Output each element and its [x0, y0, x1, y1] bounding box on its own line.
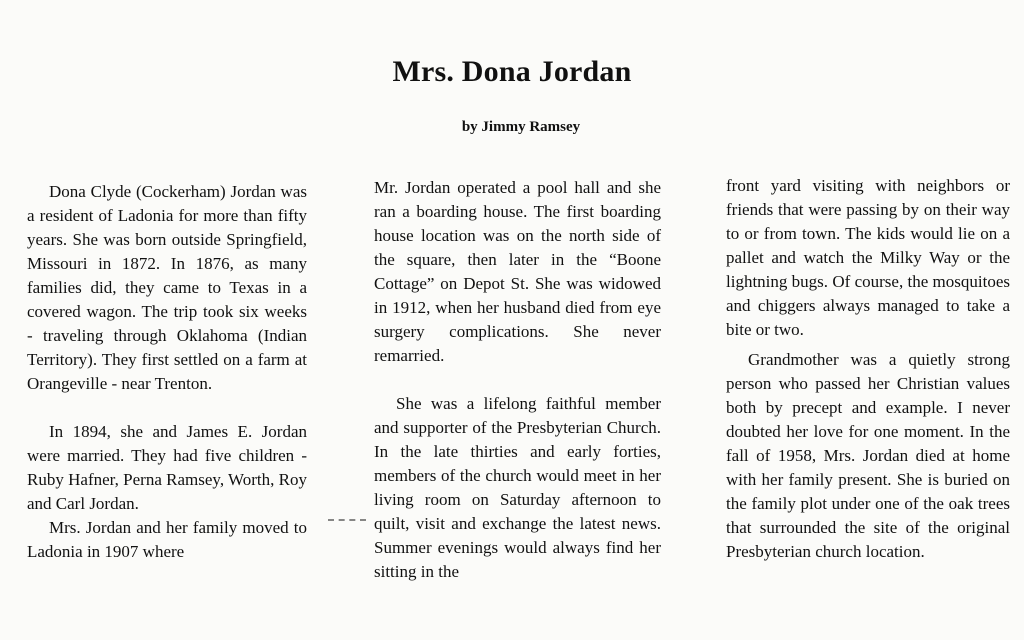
paragraph: Dona Clyde (Cockerham) Jordan was a resident of Ladonia for more than fifty years. She was born outside Springfield, Missouri in 1872. In 1876, as many families did, they came to Texas in a covered wagon. The trip took six weeks - traveling through Oklahoma (Indian Territory). They first settled on a farm at Orangeville - near Trenton. [27, 182, 307, 393]
article-title: Mrs. Dona Jordan [392, 55, 632, 88]
bleed-through-text [330, 40, 334, 56]
column-3 [726, 174, 1010, 564]
paragraph: In 1894, she and James E. Jordan were married. They had five children - Ruby Hafner, Perna Ramsey, Worth, Roy and Carl Jordan. [27, 422, 307, 513]
paragraph: Grandmother was a quietly strong person who passed her Christian values both by precept and example. I never doubted her love for one moment. In the fall of 1958, Mrs. Jordan died at home with her family present. She is buried on the family plot under one of the oak trees that surrounded the site of the original Presbyterian church location. [726, 350, 1010, 561]
scan-artifact-mark [328, 519, 366, 523]
paragraph: Mrs. Jordan and her family moved to Ladonia in 1907 where [27, 518, 307, 561]
paragraph: She was a lifelong faithful member and supporter of the Presbyterian Church. In the late thirties and early forties, members of the church would meet in her living room on Saturday afternoon to quilt, visit and exchange the latest news. Summer evenings would always find her sitting in the [374, 394, 661, 581]
paragraph: Mr. Jordan operated a pool hall and she ran a boarding house. The first boarding house location was on the north side of the square, then later in the “Boone Cottage” on Depot St. She was widowed in 1912, when her husband died from eye surgery complications. She never remarried. [374, 178, 661, 365]
article-byline: by Jimmy Ramsey [461, 119, 581, 135]
column-1 [27, 180, 307, 564]
column-2 [374, 176, 661, 584]
paragraph: front yard visiting with neighbors or friends that were passing by on their way to or from town. The kids would lie on a pallet and watch the Milky Way or the lightning bugs. Of course, the mosquitoes and chiggers always managed to take a bite or two. [726, 176, 1010, 339]
